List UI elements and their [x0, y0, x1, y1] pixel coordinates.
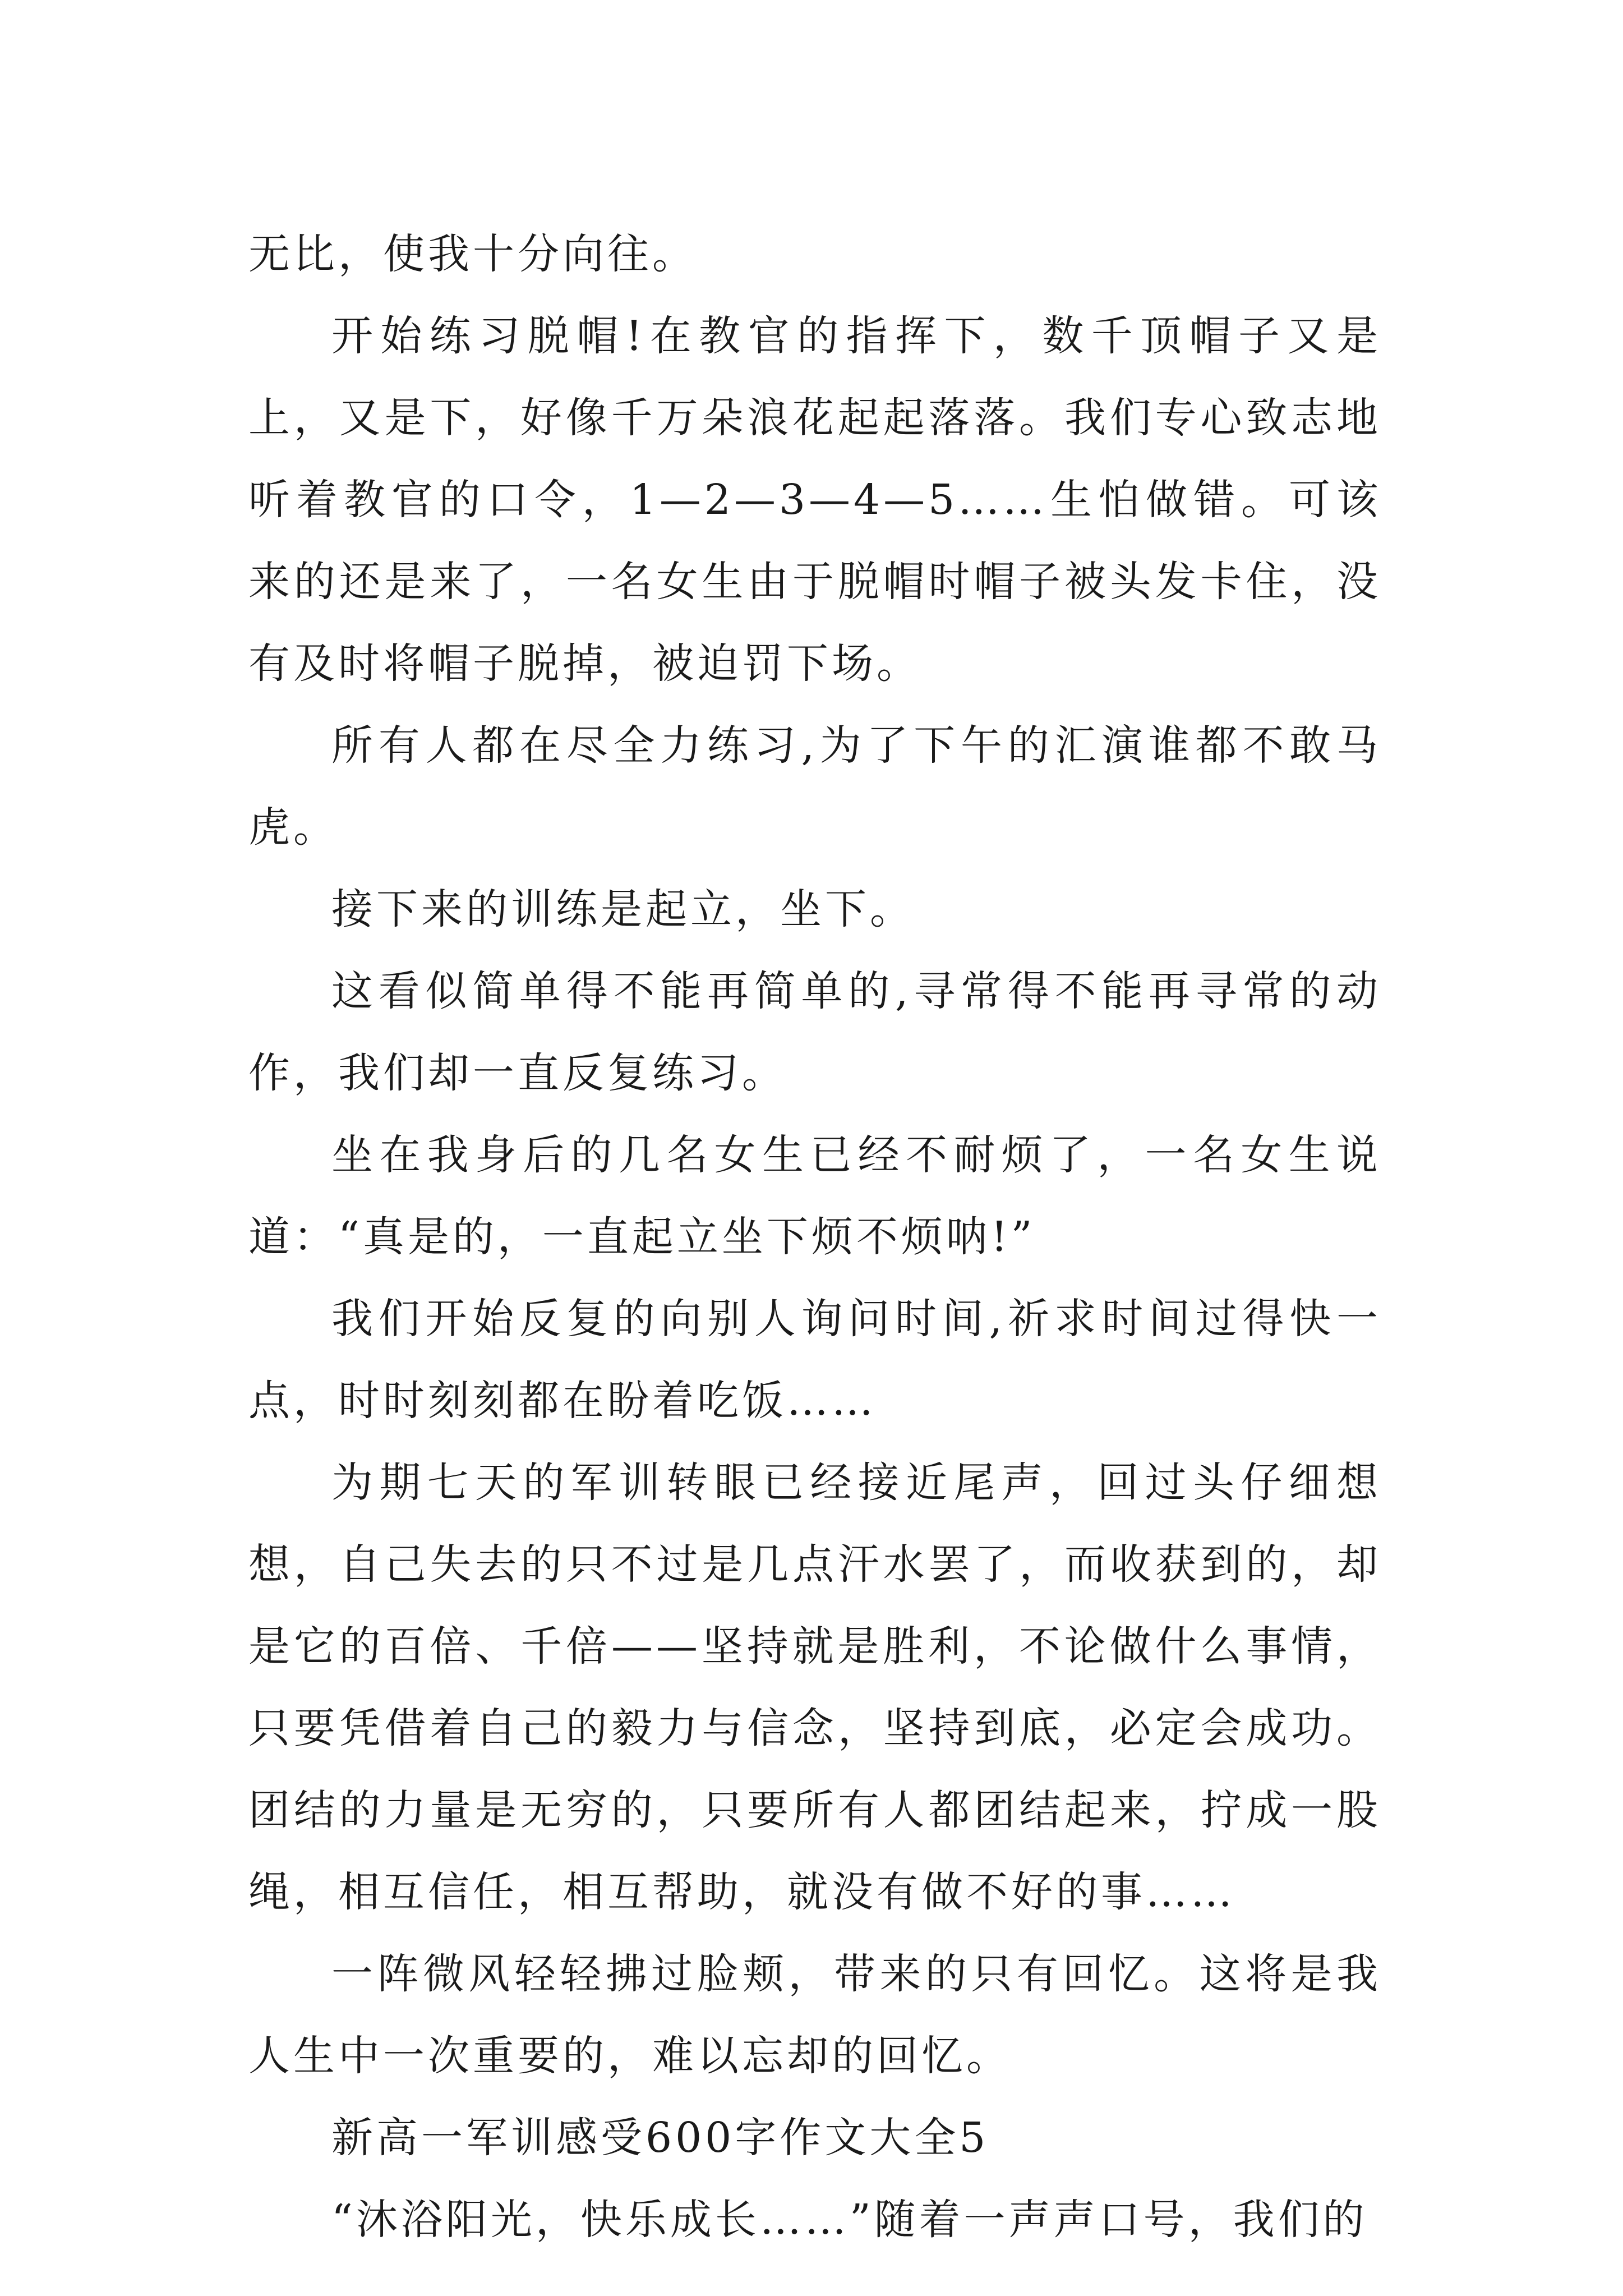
paragraph-9: 一阵微风轻轻拂过脸颊，带来的只有回忆。这将是我人生中一次重要的，难以忘却的回忆。 [248, 1950, 1381, 2080]
paragraph-5: 这看似简单得不能再简单的,寻常得不能再寻常的动作，我们却一直反复练习。 [248, 967, 1381, 1097]
paragraph-3: 所有人都在尽全力练习,为了下午的汇演谁都不敢马虎。 [248, 721, 1381, 852]
paragraph-6: 坐在我身后的几名女生已经不耐烦了，一名女生说道：“真是的，一直起立坐下烦不烦呐!” [248, 1131, 1381, 1261]
paragraph-2: 开始练习脱帽!在教官的指挥下，数千顶帽子又是上，又是下，好像千万朵浪花起起落落。我们专心致志地听着教官的口令，1—2—3—4—5……生怕做错。可该来的还是来了，一名女生由于脱帽时帽子被头发卡住，没有及时将帽子脱掉，被迫罚下场。 [248, 312, 1381, 688]
paragraph-4: 接下来的训练是起立，坐下。 [331, 885, 915, 933]
paragraph-1: 无比，使我十分向往。 [248, 230, 697, 278]
paragraph-8: 为期七天的军训转眼已经接近尾声，回过头仔细想想，自己失去的只不过是几点汗水罢了，而收获到的，却是它的百倍、千倍——坚持就是胜利，不论做什么事情，只要凭借着自己的毅力与信念，坚持到底，必定会成功。团结的力量是无穷的，只要所有人都团结起来，拧成一股绳，相互信任，相互帮助，就没有做不好的事…… [248, 1458, 1381, 1916]
document-body [248, 213, 1381, 2261]
paragraph-7: 我们开始反复的向别人询问时间,祈求时间过得快一点，时时刻刻都在盼着吃饭…… [248, 1295, 1381, 1425]
paragraph-10: “沐浴阳光，快乐成长……”随着一声声口号，我们的 [331, 2196, 1368, 2244]
section-heading: 新高一军训感受600字作文大全5 [331, 2114, 989, 2162]
